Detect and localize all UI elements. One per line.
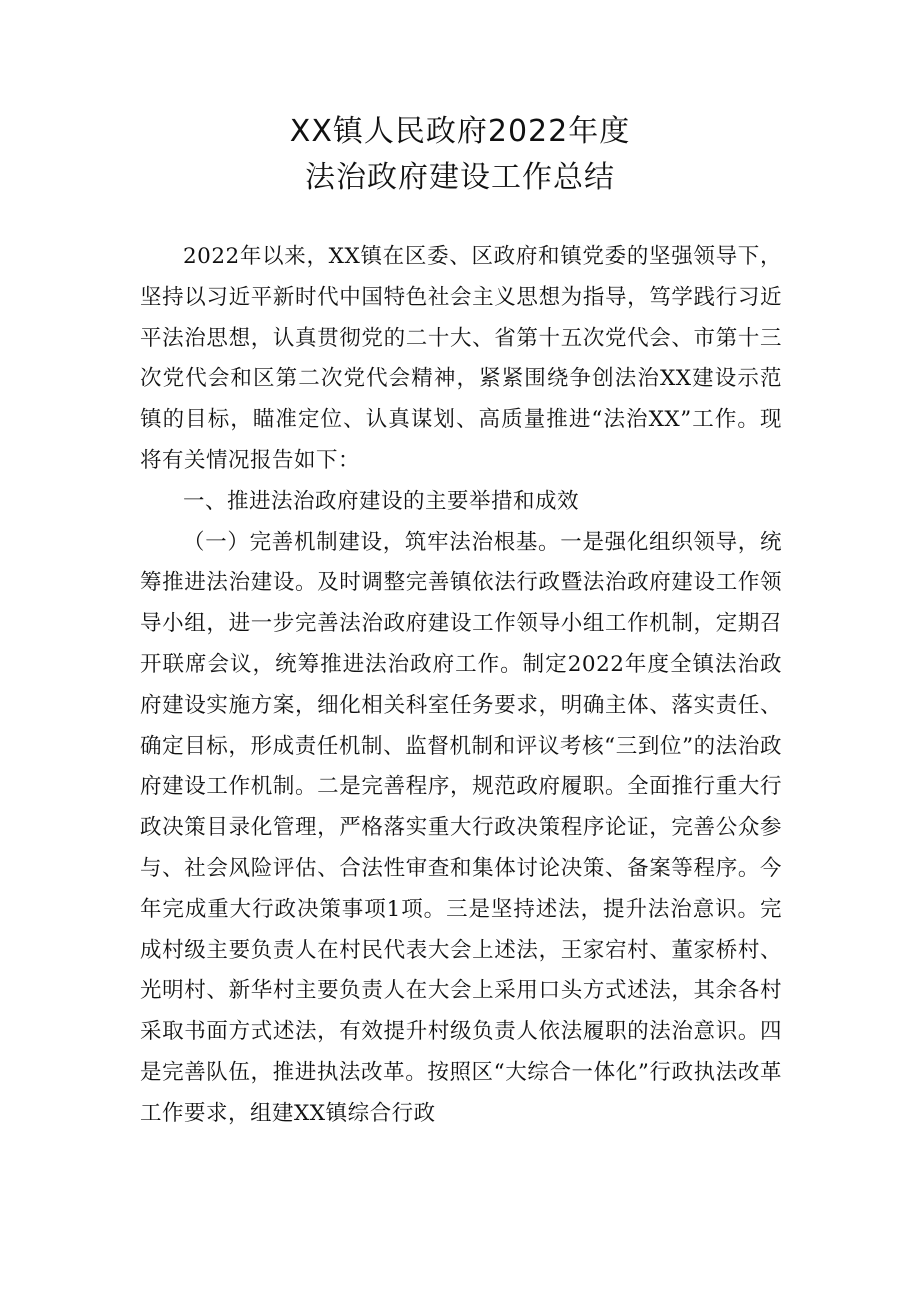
item-4-text: 按照区“大综合一体化”行政执法改革工作要求，组建XX镇综合行政 [140,1059,782,1126]
item-3-text: 完成村级主要负责人在村民代表大会上述法，王家宕村、董家桥村、光明村、新华村主要负责人在大会上采用口头方式述法，其余各村采取书面方式述法，有效提升村级负责人依法履职的法治意识。 [140,896,782,1045]
document-title-line-2: 法治政府建设工作总结 [305,160,615,195]
section-heading: 一、推进法治政府建设的主要举措和成效 [183,488,580,514]
item-2-title: 二是完善程序，规范政府履职。 [317,774,628,800]
subsection-paragraph [140,523,782,1135]
item-1-title: 一是强化组织领导，统筹推进法治建设。 [140,529,782,596]
subsection-lead: （一）完善机制建设，筑牢法治根基。 [183,529,561,555]
document-title-line-1: XX镇人民政府2022年度 [289,114,631,149]
item-2-text: 全面推行重大行政决策目录化管理，严格落实重大行政决策程序论证，完善公众参与、社会风险评估、合法性审查和集体讨论决策、备案等程序。今年完成重大行政决策事项1项。 [140,774,782,922]
intro-paragraph: 2022年以来，XX镇在区委、区政府和镇党委的坚强领导下，坚持以习近平新时代中国特色社会主义思想为指导，笃学践行习近平法治思想，认真贯彻党的二十大、省第十五次党代会、市第十三次党代会和区第二次党代会精神，紧紧围绕争创法治XX建设示范镇的目标，瞄准定位、认真谋划、高质量推进“法治XX”工作。现将有关情况报告如下： [140,244,782,473]
item-4-title: 四是完善队伍，推进执法改革。 [140,1019,782,1085]
document-body [140,237,782,1135]
item-3-title: 三是坚持述法，提升法治意识。 [446,896,760,922]
item-1-text: 及时调整完善镇依法行政暨法治政府建设工作领导小组，进一步完善法治政府建设工作领导小组工作机制，定期召开联席会议，统筹推进法治政府工作。制定2022年度全镇法治政府建设实施方案，细化相关科室任务要求，明确主体、落实责任、确定目标，形成责任机制、监督机制和评议考核“三到位”的法治政府建设工作机制。 [140,570,782,800]
